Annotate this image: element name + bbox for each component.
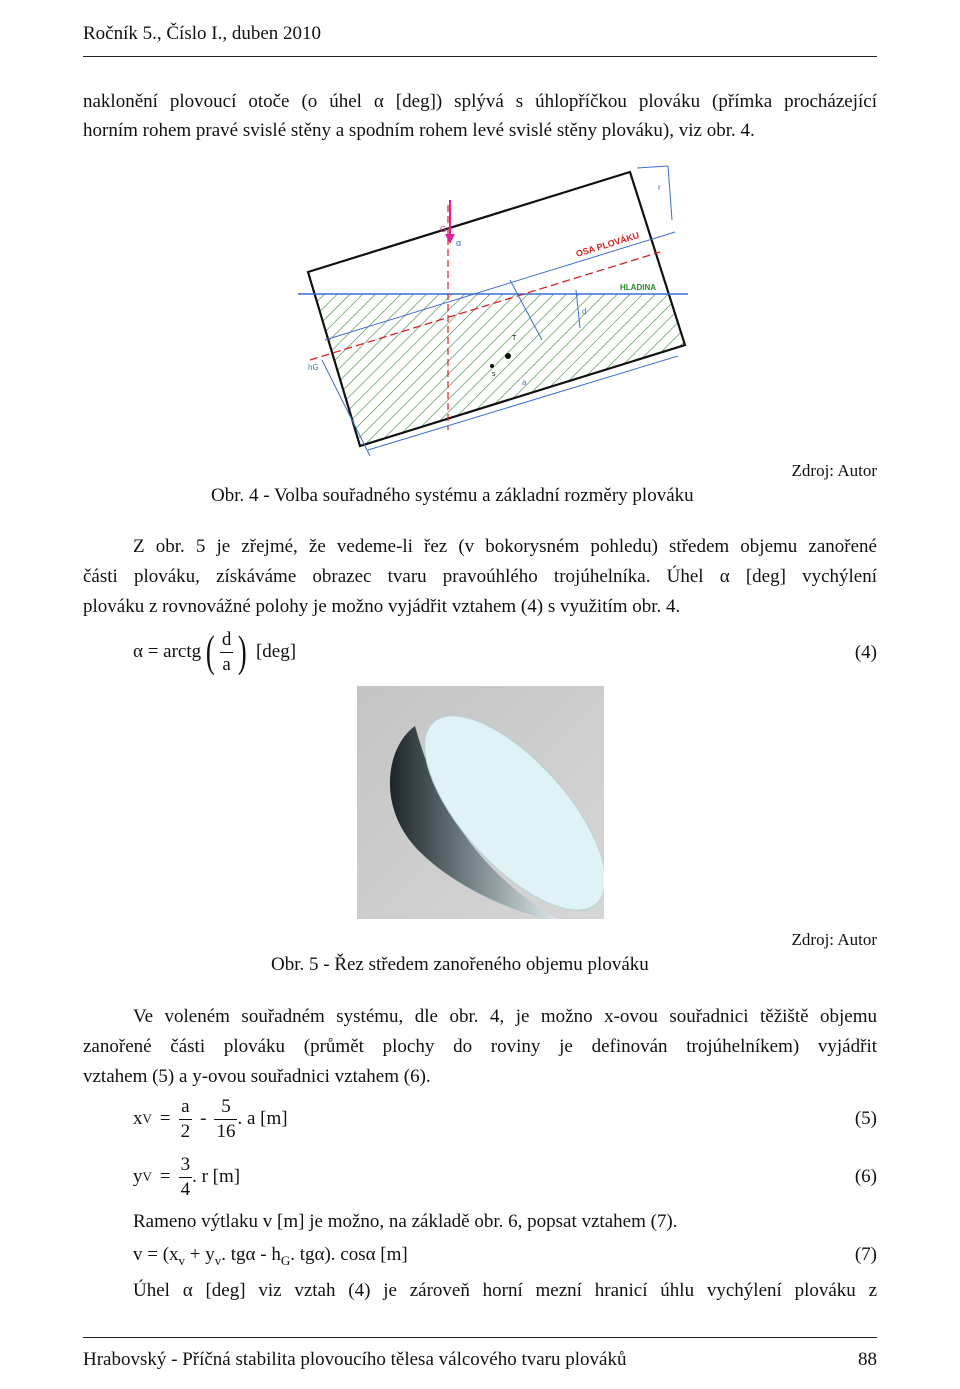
- footer-rule: [83, 1337, 877, 1338]
- dimension-line: [637, 166, 668, 168]
- eq7-sub-1: v: [178, 1252, 186, 1268]
- label-a: a: [522, 378, 527, 387]
- running-footer: Hrabovský - Příčná stabilita plovoucího tělesa válcového tvaru plováků: [83, 1349, 627, 1370]
- eq5-equals: =: [159, 1108, 171, 1129]
- paragraph-line: naklonění plovoucí otoče (o úhel α [deg]) splývá s úhlopříčkou plováku (přímka procházející: [83, 91, 877, 112]
- equation-6: [133, 1152, 240, 1202]
- eq6-equals: =: [159, 1166, 171, 1187]
- eq7-part-b: + y: [185, 1244, 215, 1265]
- eq5-f2-numerator: 5: [214, 1095, 237, 1120]
- label-hg: hG: [308, 363, 319, 372]
- eq5-sub: V: [142, 1111, 152, 1126]
- label-d: d: [582, 307, 587, 316]
- figure-4-source: Zdroj: Autor: [791, 461, 877, 480]
- page-number: 88: [858, 1349, 877, 1370]
- paragraph-line: Úhel α [deg] viz vztah (4) je zároveň horní mezní hranicí úhlu vychýlení plováku z: [133, 1280, 877, 1301]
- figure-5-image: [357, 686, 604, 919]
- figure-5-source: Zdroj: Autor: [791, 930, 877, 949]
- dimension-line: [668, 166, 672, 220]
- eq5-minus: -: [200, 1108, 207, 1129]
- label-alpha: α: [456, 238, 462, 248]
- label-water-level: HLADINA: [620, 283, 656, 292]
- paragraph-line: zanořené části plováku (průmět plochy do roviny je definován trojúhelníkem) vyjádřit: [83, 1036, 877, 1057]
- eq6-fraction: [179, 1153, 193, 1202]
- paragraph-line: plováku z rovnovážné polohy je možno vyjádřit vztahem (4) s využitím obr. 4.: [83, 596, 681, 617]
- eq7-number: (7): [854, 1244, 877, 1265]
- centroid-point: [505, 353, 511, 359]
- label-G: G: [440, 225, 447, 234]
- eq6-number: (6): [854, 1166, 877, 1187]
- eq7-sub-3: G: [280, 1252, 291, 1268]
- eq4-fraction: [220, 628, 234, 677]
- eq6-sub: V: [142, 1169, 152, 1184]
- label-float-axis: OSA PLOVÁKU: [574, 230, 641, 259]
- paragraph-line: části plováku, získáváme obrazec tvaru pravoúhlého trojúhelníka. Úhel α [deg] vychýlení: [83, 566, 877, 587]
- paragraph-line: Rameno výtlaku v [m] je možno, na základě obr. 6, popsat vztahem (7).: [133, 1211, 678, 1232]
- equation-7: [133, 1240, 408, 1275]
- eq4-lhs: α = arctg: [133, 641, 202, 662]
- label-s: s: [492, 371, 496, 378]
- eq4-numerator: d: [220, 628, 234, 653]
- figure-4-caption: Obr. 4 - Volba souřadného systému a základní rozměry plováku: [211, 485, 694, 506]
- eq5-fraction-2: [214, 1095, 237, 1144]
- eq4-paren-close: ): [238, 627, 248, 676]
- eq7-sub-2: v: [214, 1252, 222, 1268]
- label-T: T: [512, 335, 517, 342]
- submerged-area: [280, 294, 690, 460]
- centroid-point: [490, 364, 494, 368]
- paragraph-line: vztahem (5) a y-ovou souřadnici vztahem (6).: [83, 1066, 431, 1087]
- eq5-f1-numerator: a: [179, 1095, 193, 1120]
- eq5-f2-denominator: 16: [216, 1120, 236, 1142]
- eq5-number: (5): [854, 1108, 877, 1129]
- paragraph-line: horním rohem pravé svislé stěny a spodním rohem levé svislé stěny plováku), viz obr. 4.: [83, 120, 755, 141]
- eq4-paren-open: (: [206, 627, 215, 676]
- paragraph-line: Z obr. 5 je zřejmé, že vedeme-li řez (v bokorysném pohledu) středem objemu zanořené: [133, 536, 877, 557]
- eq5-var: x: [133, 1108, 143, 1129]
- eq5-f1-denominator: 2: [180, 1120, 191, 1142]
- figure-4-diagram: [280, 160, 690, 460]
- gravity-arrowhead: [445, 234, 455, 244]
- paragraph-line: Ve voleném souřadném systému, dle obr. 4, je možno x-ovou souřadnici těžiště objemu: [133, 1006, 877, 1027]
- header-rule: [83, 56, 877, 57]
- running-header: Ročník 5., Číslo I., duben 2010: [83, 23, 322, 44]
- equation-4: [133, 625, 296, 679]
- eq6-var: y: [133, 1166, 143, 1187]
- eq7-part-d: . tgα). cosα [m]: [290, 1244, 408, 1265]
- equation-5: [133, 1094, 288, 1144]
- eq4-denominator: a: [222, 653, 231, 675]
- eq4-number: (4): [854, 642, 877, 663]
- eq5-fraction-1: [179, 1095, 193, 1144]
- eq7-part-c: . tgα - h: [221, 1244, 281, 1265]
- eq6-rest: . r [m]: [192, 1166, 241, 1187]
- eq6-numerator: 3: [179, 1153, 193, 1178]
- eq7-part-a: v = (x: [133, 1244, 179, 1265]
- figure-5-caption: Obr. 5 - Řez středem zanořeného objemu plováku: [271, 954, 649, 975]
- eq6-denominator: 4: [180, 1178, 191, 1200]
- eq5-rest: . a [m]: [237, 1108, 288, 1129]
- eq4-unit: [deg]: [255, 641, 297, 662]
- label-r: r: [658, 183, 661, 192]
